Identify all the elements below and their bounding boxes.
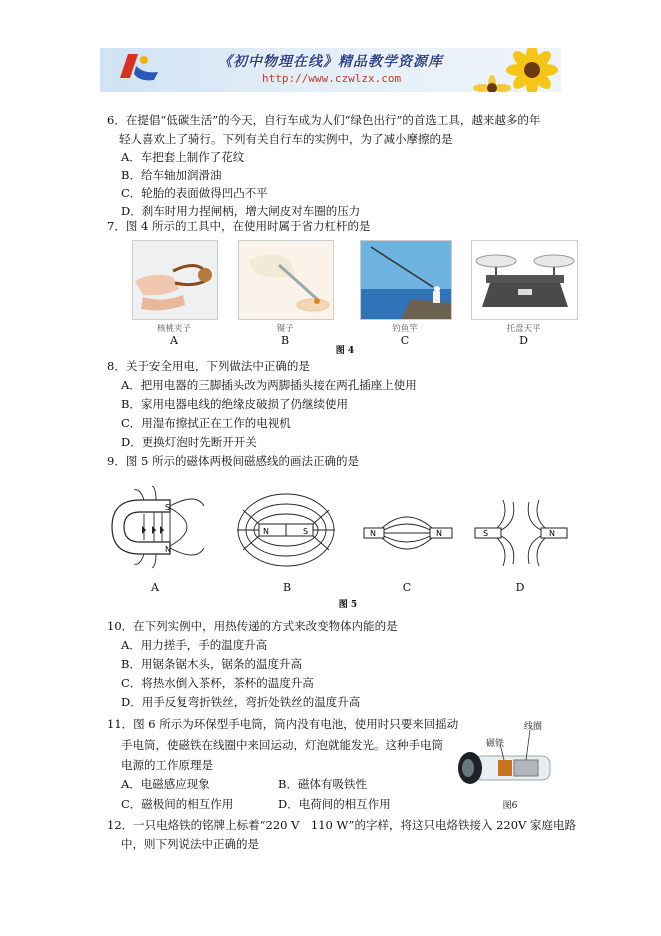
pole-s-label: S [165,503,171,512]
fishing-rod-photo [360,240,452,320]
q11-stem-line1: 11．图 6 所示为环保型手电筒，筒内没有电池，使用时只要来回摇动 [107,717,459,731]
magnet-diagram-a [104,486,214,570]
balance-scale-photo [471,240,578,320]
coil-label: 线圈 [524,722,543,732]
site-logo-icon [120,54,158,80]
pole-n-label: N [165,545,171,554]
q6-option-a: A．车把套上制作了花纹 [121,150,245,164]
q10-option-a: A．用力搓手，手的温度升高 [121,638,268,652]
flashlight-figure [452,720,562,792]
q8-option-d: D．更换灯泡时先断开开关 [121,435,257,449]
q6-stem-line1: 6．在提倡“低碳生活”的今天，自行车成为人们“绿色出行”的首选工具，越来越多的年 [107,113,541,127]
q7-letter-a: A [170,334,178,347]
q10-option-b: B．用锯条锯木头，锯条的温度升高 [121,657,302,671]
magnet-diagram-b [235,490,337,570]
pole-s-label: S [303,527,309,536]
pole-n-label: N [549,529,555,538]
q11-stem-line3: 电源的工作原理是 [121,758,213,772]
q8-option-c: C．用湿布擦拭正在工作的电视机 [121,416,291,430]
pole-s-label: S [483,529,489,538]
magnet-diagram-c [362,500,454,564]
q9-letter-c: C [402,581,412,594]
q11-option-c: C．磁极间的相互作用 [121,797,234,811]
q11-stem-line2: 手电筒，使磁铁在线圈中来回运动，灯泡就能发光。这种手电筒 [121,738,443,752]
magnet-diagram-d [473,500,577,568]
q8-option-a: A．把用电器的三脚插头改为两脚插头接在两孔插座上使用 [121,378,417,392]
figure-4-label: 图 4 [335,346,355,356]
q10-stem: 10．在下列实例中，用热传递的方式来改变物体内能的是 [107,619,398,633]
q8-option-b: B．家用电器电线的绝缘皮破损了仍继续使用 [121,397,348,411]
q6-stem-line2: 轻人喜欢上了骑行。下列有关自行车的实例中，为了减小摩擦的是 [119,132,453,146]
caption-a: 核桃夹子 [156,324,191,334]
caption-c: 钓鱼竿 [392,324,418,334]
caption-d: 托盘天平 [506,324,541,334]
banner-url[interactable]: http://www.czwlzx.com [262,72,402,85]
q10-option-c: C．将热水倒入茶杯，茶杯的温度升高 [121,676,314,690]
walnut-cracker-photo [132,240,218,320]
q7-letter-d: D [519,334,528,347]
figure-6-label: 图6 [502,801,518,811]
tweezers-photo [238,240,334,320]
q11-option-a: A．电磁感应现象 [121,777,210,791]
q12-stem-line1: 12．一只电烙铁的铭牌上标着“220 V 110 W”的字样，将这只电烙铁接入 220V 家庭电路 [107,818,577,832]
q11-option-b: B．磁体有吸铁性 [278,777,367,791]
q9-letter-b: B [282,581,292,594]
q6-option-d: D．刹车时用力捏闸柄，增大闸皮对车圈的压力 [121,204,361,218]
caption-b: 镊子 [276,324,294,334]
magnet-label: 磁铁 [486,739,505,749]
q9-letter-d: D [515,581,525,594]
q10-option-d: D．用手反复弯折铁丝，弯折处铁丝的温度升高 [121,695,361,709]
pole-n-label: N [436,529,442,538]
q9-letter-a: A [151,581,159,594]
q9-stem: 9．图 5 所示的磁体两极间磁感线的画法正确的是 [107,454,359,468]
q7-letter-b: B [280,334,290,347]
q6-option-c: C．轮胎的表面做得凹凸不平 [121,186,268,200]
q12-stem-line2: 中，则下列说法中正确的是 [121,837,259,851]
q7-letter-c: C [400,334,410,347]
banner-title: 《初中物理在线》精品教学资源库 [218,54,443,70]
q6-option-b: B．给车轴加润滑油 [121,168,222,182]
sunflower-icon [473,48,558,92]
q11-option-d: D．电荷间的相互作用 [278,797,391,811]
q8-stem: 8．关于安全用电，下列做法中正确的是 [107,359,310,373]
pole-n-label: N [370,529,376,538]
q7-stem: 7．图 4 所示的工具中，在使用时属于省力杠杆的是 [107,219,371,233]
header-banner [100,48,561,92]
pole-n-label: N [263,527,269,536]
figure-5-label: 图 5 [338,600,358,610]
